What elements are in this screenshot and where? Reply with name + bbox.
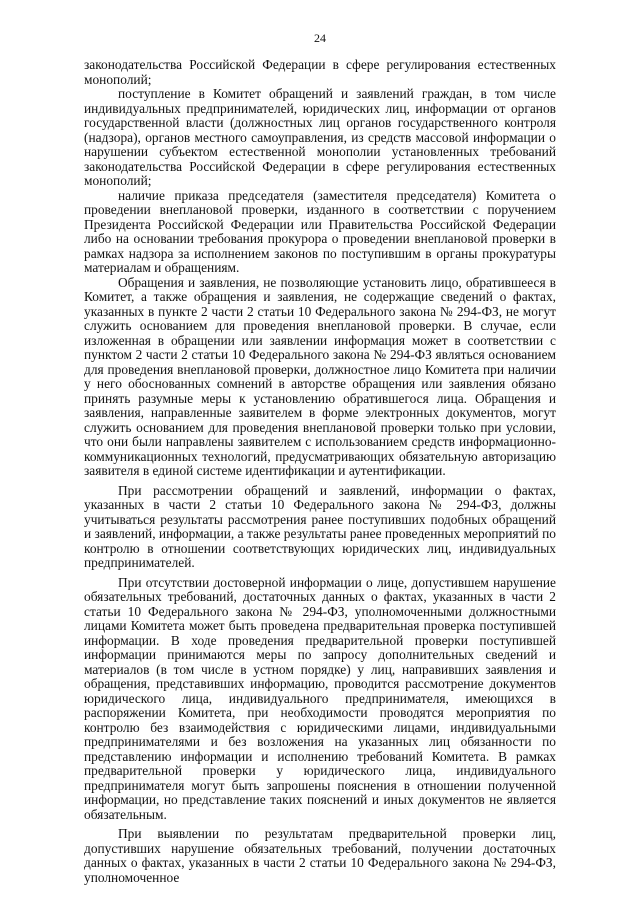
paragraph-chairman-order: наличие приказа председателя (заместителя председателя) Комитета о проведении внеплановой проверки, изданного в соответствии с поручением Президента Российской Федерации или Правительства Российской Федерации либо на основании требования прокурора о проведении внеплановой проверки в рамках надзора за исполнением законов по поступившим в органы прокуратуры материалам и обращениям. (84, 187, 556, 275)
paragraph-complaints-receipt: поступление в Комитет обращений и заявлений граждан, в том числе индивидуальных предпринимателей, юридических лиц, информации от органов государственной власти (должностных лиц органов государственного контроля (надзора), органов местного самоуправления, из средств массовой информации о нарушении субъектом естественной монополии установленных требований законодательства Российской Федерации в сфере регулирования естественных монополий; (84, 86, 556, 188)
paragraph-anonymous-complaints: Обращения и заявления, не позволяющие установить лицо, обратившееся в Комитет, а также обращения и заявления, не содержащие сведений о фактах, указанных в пункте 2 части 2 статьи 10 Федерального закона № 294-ФЗ, не могут служить основанием для проведения внеплановой проверки. В случае, если изложенная в обращении или заявлении информация может в соответствии с пунктом 2 части 2 статьи 10 Федерального закона № 294-ФЗ являться основанием для проведения внеплановой проверки, должностное лицо Комитета при наличии у него обоснованных сомнений в авторстве обращения или заявления обязано принять разумные меры к установлению обратившегося лица. Обращения и заявления, направленные заявителем в форме электронных документов, могут служить основанием для проведения внеплановой проверки только при условии, что они были направлены заявителем с использованием средств информационно-коммуникационных технологий, предусматривающих обязательную авторизацию заявителя в единой системе идентификации и аутентификации. (84, 274, 556, 478)
paragraph-consideration: При рассмотрении обращений и заявлений, информации о фактах, указанных в части 2 статьи 10 Федерального закона № 294-ФЗ, должны учитываться результаты рассмотрения ранее поступивших подобных обращений и заявлений, информации, а также результаты ранее проведенных мероприятий по контролю в отношении соответствующих юридических лиц, индивидуальных предпринимателей. (84, 482, 556, 570)
paragraph-identification: При выявлении по результатам предварительной проверки лиц, допустивших нарушение обязательных требований, получении достаточных данных о фактах, указанных в части 2 статьи 10 Федерального закона № 294-ФЗ, уполномоченное (84, 826, 556, 885)
page-number: 24 (314, 31, 326, 45)
paragraph-preliminary-check: При отсутствии достоверной информации о лице, допустившем нарушение обязательных требований, достаточных данных о фактах, указанных в части 2 статьи 10 Федерального закона № 294-ФЗ, уполномоченными должностными лицами Комитета может быть проведена предварительная проверка поступившей информации. В ходе проведения предварительной проверки поступившей информации принимаются меры по запросу дополнительных сведений и материалов (в том числе в устном порядке) у лиц, направивших заявления и обращения, представивших информацию, проводится рассмотрение документов юридического лица, индивидуального предпринимателя, имеющихся в распоряжении Комитета, при необходимости проводятся мероприятия по контролю без взаимодействия с юридическими лицами, индивидуальными предпринимателями и без возложения на указанных лиц обязанности по представлению информации и исполнению требований Комитета. В рамках предварительной проверки у юридического лица, индивидуального предпринимателя могут быть запрошены пояснения в отношении полученной информации, но представление таких пояснений и иных документов не является обязательным. (84, 574, 556, 822)
paragraph-continuation: законодательства Российской Федерации в сфере регулирования естественных монополий; (84, 57, 556, 87)
document-body (84, 58, 556, 885)
